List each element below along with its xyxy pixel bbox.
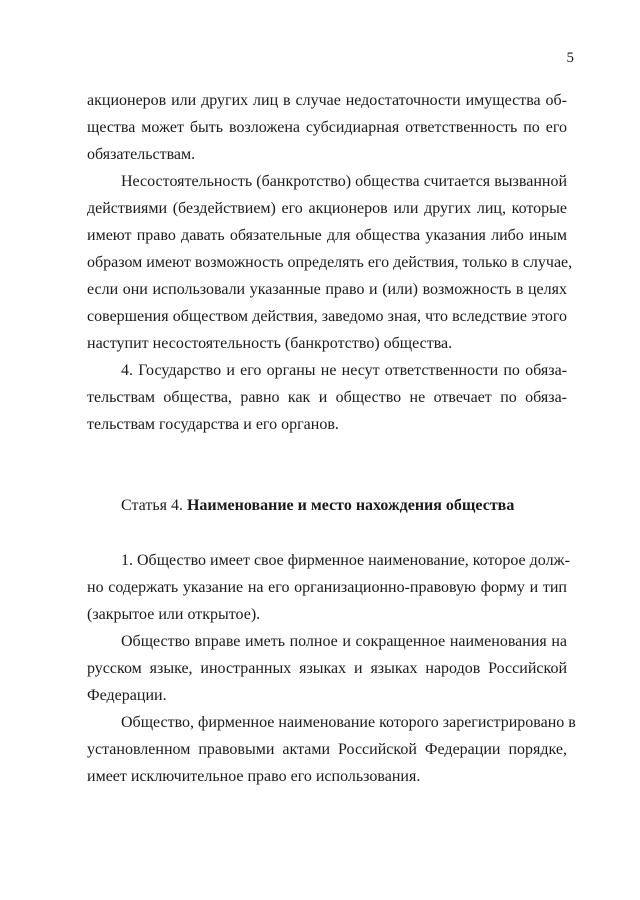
text-line: действиями (бездействием) его акционеров или других лиц, которые: [87, 200, 567, 217]
text-line: акционеров или других лиц в случае недостаточности имущества об-: [87, 92, 567, 109]
page-number: 5: [566, 50, 574, 66]
text-line: русском языке, иностранных языках и языках народов Российской: [87, 660, 567, 677]
text-line: тельствам общества, равно как и общество не отвечает по обяза-: [87, 389, 567, 406]
text-line: совершения обществом действия, заведомо зная, что вследствие этого: [87, 308, 567, 325]
article-title: Наименование и место нахождения общества: [186, 497, 515, 514]
text-line: 1. Общество имеет свое фирменное наименование, которое долж-: [121, 552, 570, 569]
text-line: Общество вправе иметь полное и сокращенное наименования на: [121, 633, 567, 650]
text-line: Несостоятельность (банкротство) общества считается вызванной: [121, 173, 567, 190]
text-line: щества может быть возложена субсидиарная ответственность по его: [87, 119, 567, 136]
text-line: образом имеют возможность определять его действия, только в случае,: [87, 254, 573, 271]
text-line: 4. Государство и его органы не несут ответственности по обяза-: [121, 362, 567, 379]
text-line: (закрытое или открытое).: [87, 606, 261, 623]
text-line: Федерации.: [87, 687, 167, 704]
text-line: тельствам государства и его органов.: [87, 416, 339, 433]
article-label: Статья 4.: [121, 497, 183, 514]
text-line: имеют право давать обязательные для общества указания либо иным: [87, 227, 567, 244]
text-line: установленном правовыми актами Российской Федерации порядке,: [87, 741, 567, 758]
text-line: если они использовали указанные право и (или) возможность в целях: [87, 281, 567, 298]
text-line: имеет исключительное право его использования.: [87, 768, 421, 785]
text-line: но содержать указание на его организационно-правовую форму и тип: [87, 579, 567, 596]
article-heading: [121, 496, 571, 516]
text-line: Общество, фирменное наименование которого зарегистрировано в: [121, 714, 576, 731]
text-line: обязательствам.: [87, 146, 196, 163]
text-line: наступит несостоятельность (банкротство) общества.: [87, 335, 453, 352]
